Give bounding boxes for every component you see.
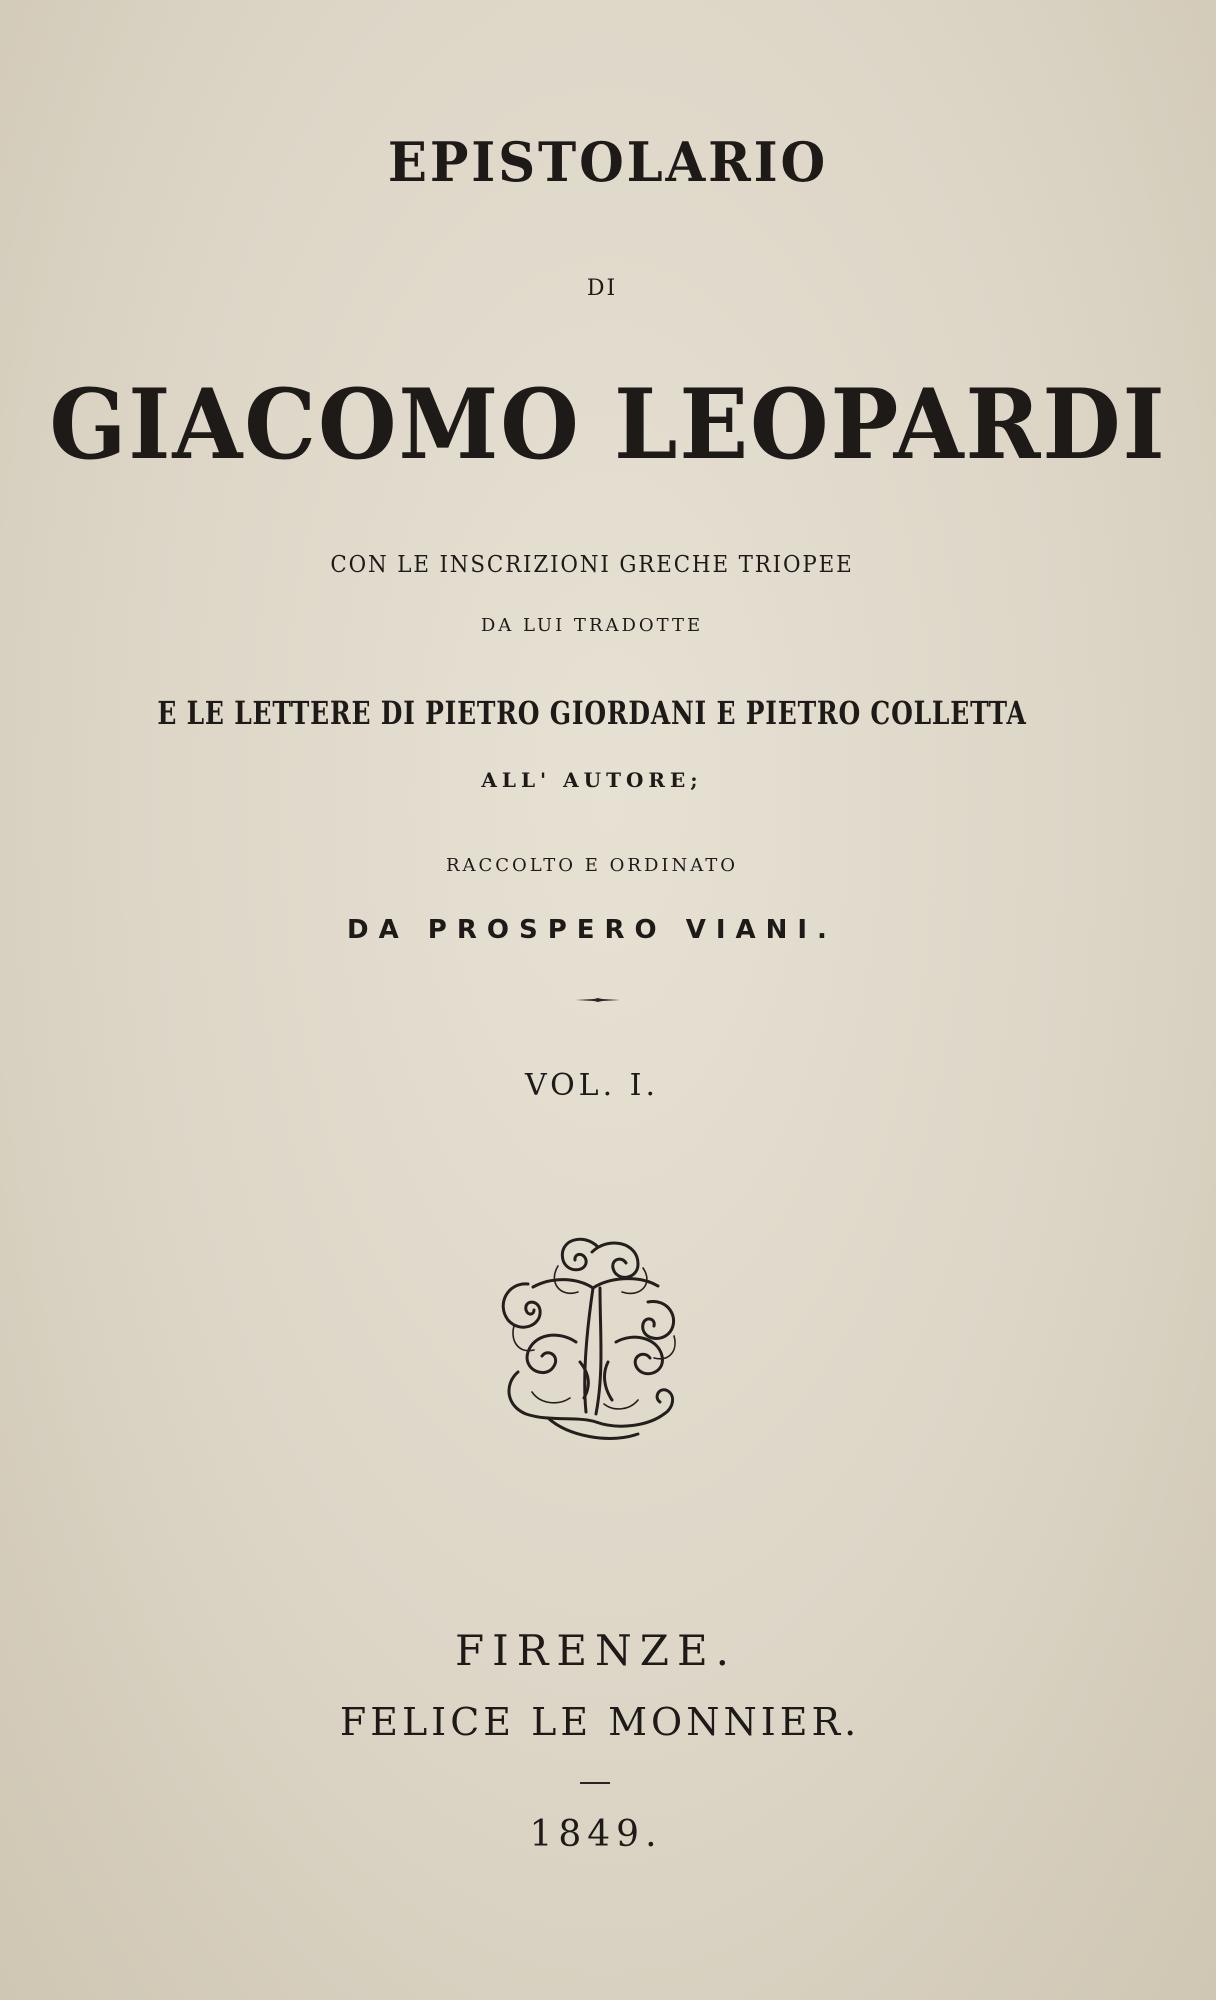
- author-name: GIACOMO LEOPARDI: [49, 368, 1167, 481]
- subtitle-line-3: E LE LETTERE DI PIETRO GIORDANI E PIETRO COLLETTA: [157, 694, 1027, 732]
- publisher-monogram-ornament: [488, 1222, 698, 1452]
- separator-rule: [580, 1782, 610, 1784]
- ornamental-dash: [576, 998, 620, 1002]
- title-connector: DI: [586, 276, 618, 301]
- book-title: EPISTOLARIO: [387, 130, 829, 194]
- publication-city: FIRENZE.: [455, 1626, 737, 1675]
- volume-number: VOL. I.: [524, 1068, 660, 1103]
- publisher-name: FELICE LE MONNIER.: [339, 1700, 861, 1744]
- subtitle-line-2: DA LUI TRADOTTE: [480, 615, 704, 636]
- publication-year: 1849.: [529, 1814, 663, 1855]
- subtitle-line-1: CON LE INSCRIZIONI GRECHE TRIOPEE: [330, 552, 854, 578]
- editor-credit: DA PROSPERO VIANI.: [347, 915, 837, 945]
- subtitle-line-4: ALL' AUTORE;: [481, 768, 703, 792]
- subtitle-line-5: RACCOLTO E ORDINATO: [445, 855, 739, 876]
